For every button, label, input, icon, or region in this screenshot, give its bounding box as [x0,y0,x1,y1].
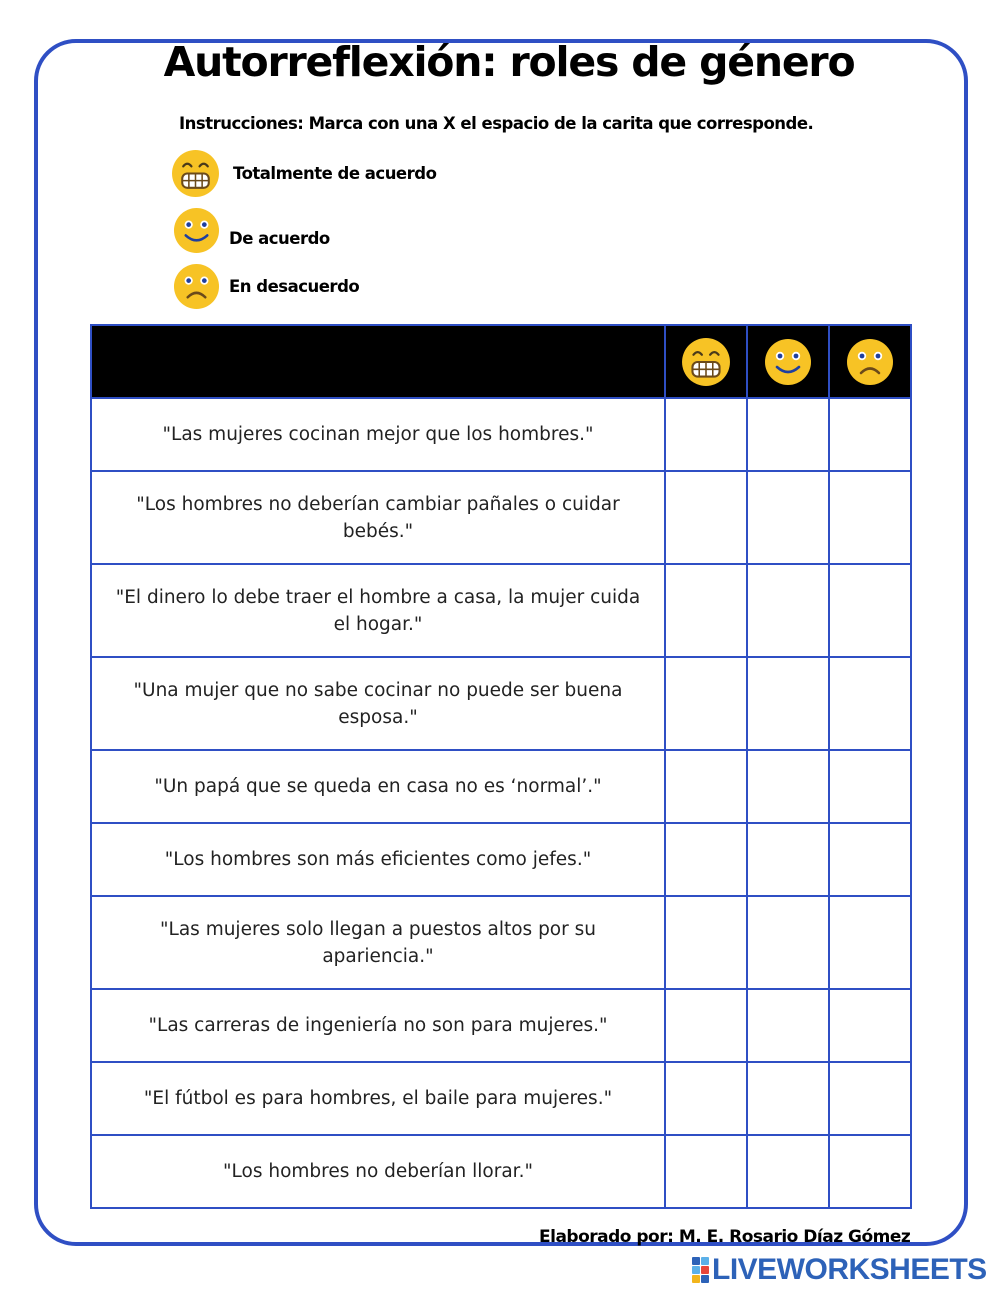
answer-cell-de-acuerdo[interactable] [747,1062,829,1135]
header-smile-cell [747,325,829,398]
answer-cell-totalmente[interactable] [665,398,747,471]
legend-item-totalmente [171,149,436,198]
answer-cell-totalmente[interactable] [665,750,747,823]
liveworksheets-logo[interactable] [692,1253,987,1286]
statement-cell: "Los hombres son más eficientes como jefes." [91,823,665,896]
table-row [91,471,911,564]
answer-cell-totalmente[interactable] [665,1062,747,1135]
answer-cell-totalmente[interactable] [665,564,747,657]
header-statement-cell [91,325,665,398]
table-row [91,823,911,896]
liveworksheets-brand-text: LIVEWORKSHEETS [712,1253,987,1286]
answer-cell-desacuerdo[interactable] [829,750,911,823]
answer-cell-de-acuerdo[interactable] [747,989,829,1062]
header-frown-cell [829,325,911,398]
answer-cell-de-acuerdo[interactable] [747,657,829,750]
answer-cell-totalmente[interactable] [665,896,747,989]
smile-face-icon [173,207,220,254]
answer-cell-desacuerdo[interactable] [829,1062,911,1135]
answer-cell-desacuerdo[interactable] [829,471,911,564]
table-row [91,564,911,657]
statement-cell: "Una mujer que no sabe cocinar no puede ser buena esposa." [91,657,665,750]
statement-cell: "Un papá que se queda en casa no es ‘normal’." [91,750,665,823]
statement-cell: "El fútbol es para hombres, el baile para mujeres." [91,1062,665,1135]
table-row [91,1135,911,1208]
answer-cell-de-acuerdo[interactable] [747,471,829,564]
statement-cell: "Los hombres no deberían llorar." [91,1135,665,1208]
response-table [90,324,912,1209]
legend-label: Totalmente de acuerdo [233,164,437,183]
statement-cell: "Las mujeres solo llegan a puestos altos por su apariencia." [91,896,665,989]
page-title: Autorreflexión: roles de género [163,38,855,86]
liveworksheets-logo-icon [692,1257,709,1283]
author-credit: Elaborado por: M. E. Rosario Díaz Gómez [539,1227,911,1247]
table-row [91,1062,911,1135]
grin-face-icon [681,337,731,387]
statement-cell: "Las carreras de ingeniería no son para mujeres." [91,989,665,1062]
answer-cell-desacuerdo[interactable] [829,1135,911,1208]
answer-cell-de-acuerdo[interactable] [747,1135,829,1208]
answer-cell-desacuerdo[interactable] [829,564,911,657]
legend-item-desacuerdo [173,263,359,310]
statement-cell: "Los hombres no deberían cambiar pañales o cuidar bebés." [91,471,665,564]
header-grin-cell [665,325,747,398]
answer-cell-desacuerdo[interactable] [829,989,911,1062]
grin-face-icon [171,149,220,198]
answer-cell-totalmente[interactable] [665,657,747,750]
smile-face-icon [764,338,812,386]
answer-cell-de-acuerdo[interactable] [747,823,829,896]
answer-cell-de-acuerdo[interactable] [747,564,829,657]
answer-cell-desacuerdo[interactable] [829,896,911,989]
table-row [91,657,911,750]
answer-cell-de-acuerdo[interactable] [747,896,829,989]
legend-item-de-acuerdo [173,207,330,254]
statement-cell: "El dinero lo debe traer el hombre a casa, la mujer cuida el hogar." [91,564,665,657]
frown-face-icon [173,263,220,310]
answer-cell-desacuerdo[interactable] [829,823,911,896]
answer-cell-desacuerdo[interactable] [829,657,911,750]
table-row [91,398,911,471]
table-row [91,989,911,1062]
answer-cell-de-acuerdo[interactable] [747,750,829,823]
instructions-text: Instrucciones: Marca con una X el espacio de la carita que corresponde. [179,114,814,133]
table-header-row [91,325,911,398]
table-row [91,896,911,989]
answer-cell-totalmente[interactable] [665,989,747,1062]
legend-label: En desacuerdo [229,277,360,296]
answer-cell-totalmente[interactable] [665,471,747,564]
statement-cell: "Las mujeres cocinan mejor que los hombres." [91,398,665,471]
answer-cell-de-acuerdo[interactable] [747,398,829,471]
legend-label: De acuerdo [229,229,330,248]
frown-face-icon [846,338,894,386]
answer-cell-desacuerdo[interactable] [829,398,911,471]
table-row [91,750,911,823]
answer-cell-totalmente[interactable] [665,1135,747,1208]
answer-cell-totalmente[interactable] [665,823,747,896]
